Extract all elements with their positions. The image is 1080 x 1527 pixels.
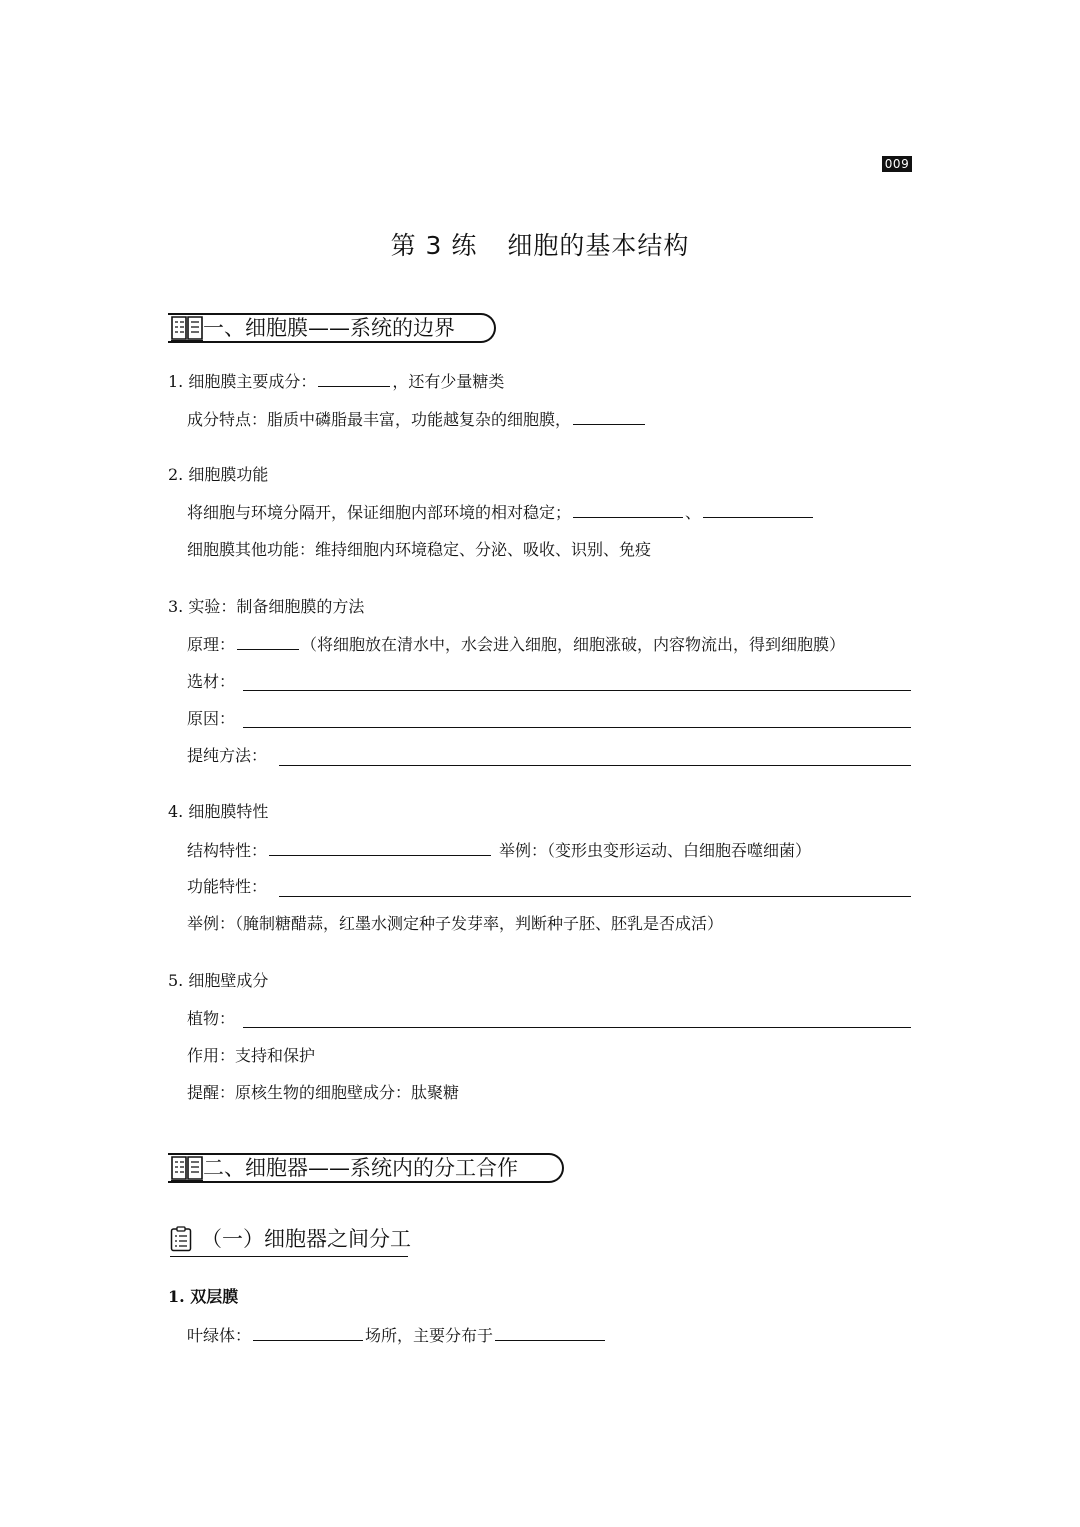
separator: 、 [685, 503, 702, 522]
answer-line[interactable] [279, 896, 911, 897]
lesson-topic: 细胞的基本结构 [507, 231, 690, 260]
item-1-detail [187, 408, 647, 431]
field-label: 叶绿体： [187, 1326, 252, 1345]
item-3-material [187, 671, 235, 693]
book-icon [170, 1153, 204, 1183]
item-text: 提醒：原核生物的细胞壁成分：肽聚糖 [187, 1083, 460, 1102]
section-heading-1 [168, 313, 496, 349]
item-label: 4. 细胞膜特性 [168, 802, 269, 821]
item-label: 3. 实验：制备细胞膜的方法 [168, 597, 365, 616]
answer-blank[interactable] [253, 1324, 363, 1341]
answer-blank[interactable] [495, 1324, 605, 1341]
answer-line[interactable] [243, 727, 911, 728]
item-text: 将细胞与环境分隔开，保证细胞内部环境的相对稳定； [187, 503, 572, 522]
item-text: 细胞膜其他功能：维持细胞内环境稳定、分泌、吸收、识别、免疫 [187, 540, 652, 559]
item-text: 场所，主要分布于 [365, 1326, 494, 1345]
page-number: 009 [882, 156, 912, 172]
item-4 [168, 801, 268, 823]
item-chloroplast [187, 1324, 607, 1347]
subsection-heading-text: （一）细胞器之间分工 [201, 1227, 411, 1251]
field-label: 植物： [187, 1009, 236, 1028]
section-heading-2 [168, 1153, 564, 1189]
section-heading-text: 二、细胞器——系统内的分工合作 [203, 1156, 518, 1180]
section-heading-text: 一、细胞膜——系统的边界 [203, 316, 455, 340]
answer-line[interactable] [243, 1027, 911, 1028]
answer-blank[interactable] [318, 370, 390, 387]
item-5-plant [187, 1008, 235, 1030]
field-label: 选材： [187, 672, 236, 691]
item-2-line-1 [187, 501, 815, 524]
item-text: （将细胞放在清水中，水会进入细胞，细胞涨破，内容物流出，得到细胞膜） [301, 635, 846, 654]
answer-blank[interactable] [237, 633, 299, 650]
answer-blank[interactable] [703, 501, 813, 518]
item-4-function [187, 876, 267, 898]
item-label: 2. 细胞膜功能 [168, 465, 269, 484]
item-2-line-2 [187, 539, 651, 561]
answer-line[interactable] [279, 765, 911, 766]
subsection-heading [170, 1226, 410, 1260]
item-1 [168, 370, 504, 393]
item-label: 1. 细胞膜主要成分： [168, 372, 317, 391]
item-3 [168, 596, 364, 618]
item-5 [168, 970, 268, 992]
item-4-example [187, 913, 723, 935]
answer-blank[interactable] [269, 839, 491, 856]
answer-blank[interactable] [573, 501, 683, 518]
item-3-reason [187, 708, 235, 730]
item-double-membrane [168, 1286, 238, 1308]
answer-blank[interactable] [573, 408, 645, 425]
item-5-role [187, 1045, 315, 1067]
field-label: 原理： [187, 635, 236, 654]
item-3-purify [187, 745, 267, 767]
item-5-reminder [187, 1082, 459, 1104]
item-text: 作用：支持和保护 [187, 1046, 316, 1065]
item-label: 1. 双层膜 [168, 1287, 239, 1306]
item-text: 举例：（腌制糖醋蒜，红墨水测定种子发芽率，判断种子胚、胚乳是否成活） [187, 914, 724, 933]
item-text: 成分特点：脂质中磷脂最丰富，功能越复杂的细胞膜， [187, 410, 572, 429]
page-title [0, 226, 1080, 262]
item-text: 举例：（变形虫变形运动、白细胞吞噬细菌） [499, 841, 812, 860]
answer-line[interactable] [243, 690, 911, 691]
item-4-structure [187, 839, 811, 862]
clipboard-icon [170, 1226, 192, 1252]
item-3-principle [187, 633, 845, 656]
field-label: 结构特性： [187, 841, 268, 860]
book-icon [170, 313, 204, 343]
field-label: 功能特性： [187, 877, 268, 896]
field-label: 提纯方法： [187, 746, 268, 765]
field-label: 原因： [187, 709, 236, 728]
item-text: ，还有少量糖类 [392, 372, 505, 391]
lesson-number: 第 3 练 [390, 231, 478, 260]
item-label: 5. 细胞壁成分 [168, 971, 269, 990]
item-2 [168, 464, 268, 486]
